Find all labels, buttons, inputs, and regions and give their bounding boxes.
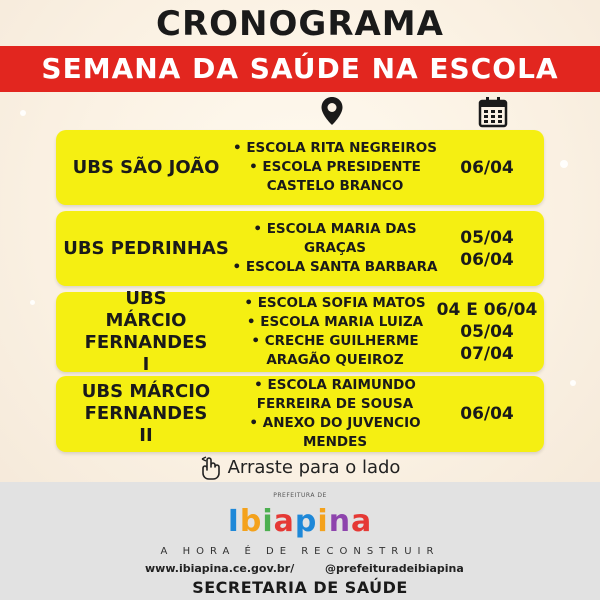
- tagline: A HORA É DE RECONSTRUIR: [160, 546, 440, 557]
- swipe-hint: [0, 455, 600, 481]
- social-links: [0, 562, 600, 576]
- date-line: 06/04: [460, 249, 514, 270]
- swipe-text: Arraste para o lado: [227, 457, 401, 478]
- school-line: ARAGÃO QUEIROZ: [266, 352, 404, 368]
- date-line: 06/04: [460, 404, 514, 424]
- school-line: CASTELO BRANCO: [266, 178, 404, 194]
- school-line: GRAÇAS: [303, 240, 366, 256]
- hand-swipe-icon: [200, 455, 224, 481]
- logo-letter: i: [317, 504, 329, 539]
- school-line: • ESCOLA RAIMUNDO: [254, 377, 416, 393]
- logo-letter: n: [328, 504, 352, 539]
- date-line: 04 E 06/04: [436, 300, 538, 320]
- school-line: • ESCOLA SOFIA MATOS: [244, 295, 426, 311]
- logo-word: [228, 504, 373, 539]
- ubs-name: UBS SÃO JOÃO: [72, 156, 220, 178]
- date-line: 05/04: [460, 227, 514, 248]
- logo-letter: i: [262, 504, 274, 539]
- ibiapina-logo: [0, 492, 600, 539]
- school-line: • CRECHE GUILHERME: [251, 333, 419, 349]
- school-list: [228, 292, 442, 372]
- calendar-icon: [478, 96, 508, 128]
- school-line: • ANEXO DO JUVENCIO: [249, 415, 421, 431]
- school-list: [228, 211, 442, 286]
- school-line: • ESCOLA MARIA DAS: [253, 221, 417, 237]
- date-list: [424, 292, 550, 372]
- sparkle: [560, 160, 568, 168]
- schedule-row-ubs-marcio-fernandes-ii: [56, 376, 544, 452]
- date-list: [424, 376, 550, 452]
- schedule-row-ubs-pedrinhas: [56, 211, 544, 286]
- logo-letter: p: [294, 504, 318, 539]
- logo-letter: a: [351, 504, 373, 539]
- ubs-name: UBS PEDRINHAS: [63, 237, 229, 259]
- subtitle-banner: SEMANA DA SAÚDE NA ESCOLA: [0, 46, 600, 92]
- footer: [0, 482, 600, 600]
- date-line: 07/04: [460, 344, 514, 364]
- sparkle: [30, 300, 35, 305]
- department-name: SECRETARIA DE SAÚDE: [192, 578, 408, 597]
- school-line: • ESCOLA MARIA LUIZA: [246, 314, 424, 330]
- schedule-row-ubs-marcio-fernandes-i: [56, 288, 544, 375]
- sparkle: [20, 110, 26, 116]
- logo-letter: b: [239, 504, 263, 539]
- instagram-link[interactable]: @prefeituradeibiapina: [325, 562, 464, 575]
- date-list: [424, 211, 550, 286]
- school-list: [228, 376, 442, 452]
- date-list: [424, 130, 550, 205]
- school-line: • ESCOLA SANTA BARBARA: [232, 259, 438, 275]
- logo-prefix: PREFEITURA DE: [273, 492, 327, 499]
- date-line: 05/04: [460, 322, 514, 342]
- school-line: MENDES: [302, 434, 368, 450]
- school-line: • ESCOLA PRESIDENTE: [249, 159, 421, 175]
- schedule-row-ubs-sao-joao: [56, 130, 544, 205]
- website-link[interactable]: www.ibiapina.ce.gov.br/: [145, 562, 295, 575]
- school-line: • ESCOLA RITA NEGREIROS: [233, 140, 437, 156]
- school-line: FERREIRA DE SOUSA: [256, 396, 414, 412]
- school-list: [228, 130, 442, 205]
- ubs-name: UBS MÁRCIO FERNANDES II: [81, 381, 211, 446]
- logo-letter: a: [273, 504, 295, 539]
- ubs-name: UBS MÁRCIO FERNANDES I: [84, 288, 208, 375]
- sparkle: [570, 380, 576, 386]
- logo-letter: I: [227, 504, 240, 539]
- page-title: CRONOGRAMA: [156, 4, 444, 44]
- map-pin-icon: [320, 96, 344, 126]
- date-line: 06/04: [460, 157, 514, 178]
